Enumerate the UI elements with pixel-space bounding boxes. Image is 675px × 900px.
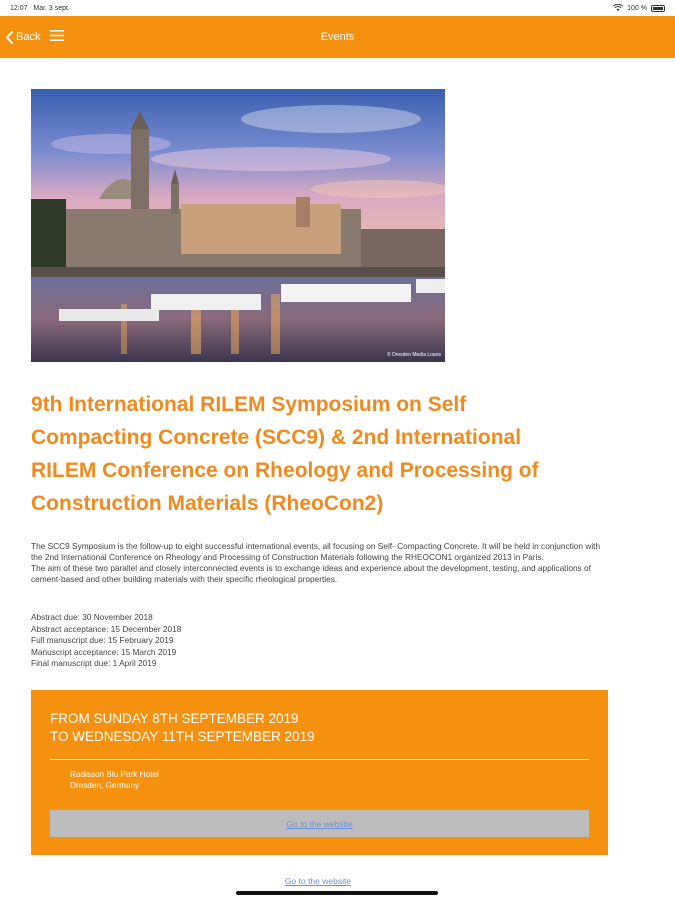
website-button-label: Go to the website [286, 818, 353, 829]
description-paragraph-2: The aim of these two parallel and closely interconnected events is to exchange ideas and experience about the development, testing, and applications of cement-based and other building materials with their specific rheological properties. [31, 563, 591, 584]
image-credit: © Dresden Media Loans [387, 352, 441, 358]
status-time: 12:07 [10, 4, 28, 12]
key-date-item: Full manuscript due: 15 February 2019 [31, 635, 174, 645]
event-description [31, 541, 606, 585]
wifi-icon [613, 4, 623, 12]
venue-name: Radisson Blu Park Hotel [70, 770, 159, 779]
key-dates-list [31, 612, 431, 670]
event-date-range [50, 710, 315, 746]
key-date-item: Abstract due: 30 November 2018 [31, 612, 153, 622]
back-label: Back [16, 31, 41, 43]
event-hero-image [31, 89, 445, 362]
website-button[interactable] [50, 810, 589, 837]
battery-icon [651, 5, 665, 12]
key-date-item: Final manuscript due: 1 April 2019 [31, 658, 157, 668]
description-paragraph-1: The SCC9 Symposium is the follow-up to eight successful international events, all focusing on Self- Compacting Concrete. It will be held in conjunction with the 2nd International Conference on Rheology and Processing of Construction Materials following the RHEOCON1 organized 2013 in Paris. [31, 541, 601, 562]
event-to-date: TO WEDNESDAY 11TH SEPTEMBER 2019 [50, 729, 315, 744]
divider [50, 759, 589, 760]
key-date-item: Abstract acceptance: 15 December 2018 [31, 623, 182, 634]
status-bar [0, 0, 675, 16]
navbar [0, 16, 675, 58]
status-left [10, 5, 70, 12]
battery-text: 100 % [627, 4, 647, 12]
home-indicator[interactable] [236, 891, 438, 895]
status-right [613, 4, 665, 12]
event-venue [70, 770, 159, 791]
status-date: Mar. 3 sept. [33, 4, 70, 12]
event-title: 9th International RILEM Symposium on Self Compacting Concrete (SCC9) & 2nd International RILEM Conference on Rheology and Processing of Construction Materials (RheoCon2) [31, 393, 539, 515]
event-from-date: FROM SUNDAY 8TH SEPTEMBER 2019 [50, 711, 299, 726]
website-link[interactable]: Go to the website [284, 876, 352, 886]
page-title: Events [320, 31, 355, 43]
key-date-item: Manuscript acceptance: 15 March 2019 [31, 646, 177, 657]
venue-city: Dresden, Germany [70, 780, 140, 790]
event-info-box [31, 690, 608, 855]
